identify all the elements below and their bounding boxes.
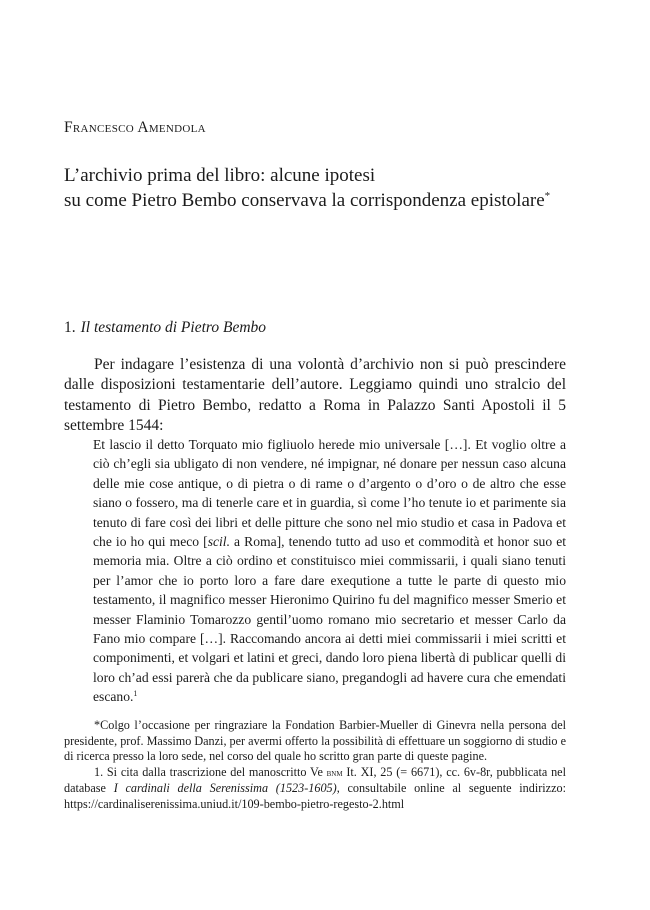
quote-scil: scil. — [207, 534, 230, 550]
footnote-1-part-a: 1. Si cita dalla trascrizione del manoscritto Ve — [94, 764, 327, 779]
title-line-1: L’archivio prima del libro: alcune ipotesi — [64, 165, 376, 186]
footnote-1-part-b: It. XI, 25 (= 6671), cc. 6v-8r, pubblicata nel database — [64, 764, 566, 796]
author-name: Francesco Amendola — [64, 119, 206, 136]
section-number: 1. — [64, 319, 76, 336]
intro-paragraph — [64, 355, 566, 436]
footnote-ref-1[interactable]: 1 — [133, 689, 138, 699]
quote-text — [93, 435, 566, 707]
title-line-2 — [64, 188, 569, 213]
quote-part-2: a Roma], tenendo tutto ad uso et commodità et honor suo et memoria mia. Oltre a ciò ordino et constituisco miei commissarii, i quali siano tenuti per l’amor che io porto loro a fare dare exequtione a tutte le parte di questo mio testamento, il magnifico messer Hieronimo Quirino fu del magnifico messer Smerio et messer Flaminio Tomarozzo gentil’uomo romano mio secretario et messer Carlo da Fano mio compare […]. Raccomando ancora ai detti miei commissarii i miei scritti et componimenti, et volgari et latini et greci, dando loro piena libertà di publicar quelli di loro ch’ad essi parerà che da publicare siano, pregandogli ad havere cura che emendati escano. — [93, 534, 567, 705]
section-title: Il testamento di Pietro Bembo — [80, 319, 267, 336]
quote-part-1: Et lascio il detto Torquato mio figliuolo herede mio universale […]. Et voglio oltre a ciò ch’egli sia ubligato di non vendere, né impignar, né donare per nessun caso alcuna delle mie cose antique, o di pietra o di rame o d’argento o d’oro o de altro che esse siano o fossero, ma di tenerle care et in guardia, sì come l’ho tenute io et parimente sia tenuto di fare così dei libri et delle pitture che sono nel mio studio et casa in Padova et che io ho qui meco [ — [93, 437, 566, 550]
footnote-star: *Colgo l’occasione per ringraziare la Fondation Barbier-Mueller di Ginevra nella persona del presidente, prof. Massimo Danzi, per avermi offerto la possibilità di effettuare un soggiorno di studio e di ricerca presso la loro sede, nel corso del quale ho scritto gran parte di queste pagine. — [64, 718, 566, 764]
footnote-1-library: bnm — [326, 767, 343, 779]
article-title — [64, 163, 569, 213]
section-heading — [64, 319, 266, 337]
title-footnote-marker[interactable]: * — [544, 190, 551, 202]
footnote-1-database: I cardinali della Serenissima (1523-1605) — [113, 781, 337, 796]
block-quote — [93, 435, 566, 707]
footnote-1-part-c: , consultabile online al seguente indirizzo: https://cardinaliserenissima.uniud.it/109-bembo-pietro-regesto-2.html — [64, 781, 566, 811]
footnotes — [64, 718, 566, 813]
title-line-2-text: su come Pietro Bembo conservava la corrispondenza epistolare — [64, 190, 545, 211]
intro-text: Per indagare l’esistenza di una volontà d’archivio non si può prescindere dalle disposizioni testamentarie dell’autore. Leggiamo quindi uno stralcio del testamento di Pietro Bembo, redatto a Roma in Palazzo Santi Apostoli il 5 settembre 1544: — [64, 356, 566, 434]
footnote-1 — [64, 765, 566, 813]
